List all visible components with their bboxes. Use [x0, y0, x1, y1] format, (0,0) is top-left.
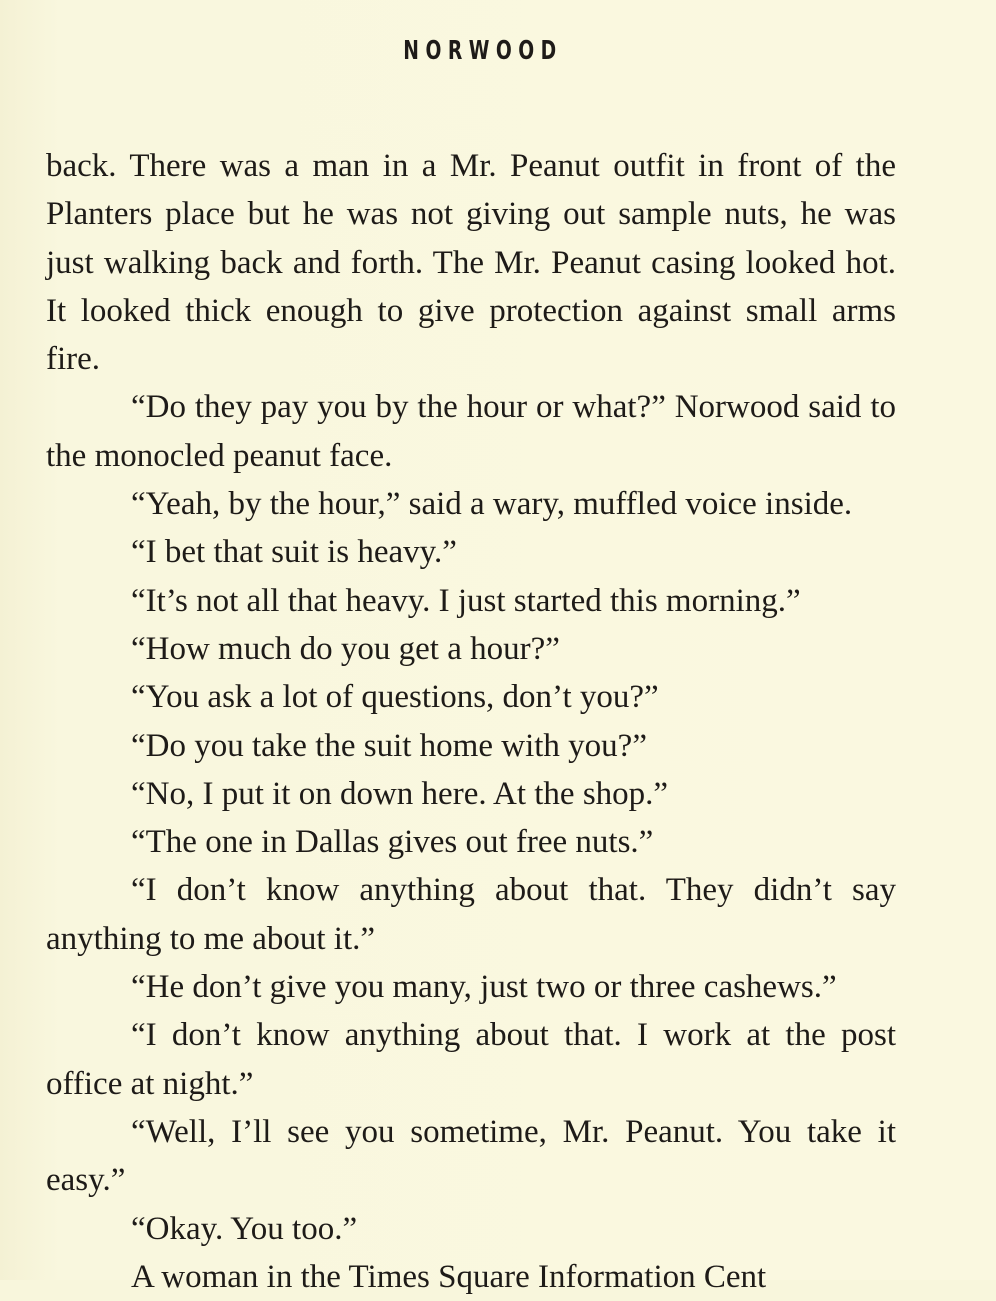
running-head: NORWOOD [403, 36, 563, 66]
paragraph: “Do they pay you by the hour or what?” Norwood said to the monocled peanut face. [46, 389, 896, 474]
paragraph-cut-off: A woman in the Times Square Information Cent [131, 1258, 767, 1295]
paragraph: “It’s not all that heavy. I just started this morning.” [131, 582, 801, 619]
paragraph: “I don’t know anything about that. They didn’t say anything to me about it.” [46, 872, 896, 957]
paragraph: “Well, I’ll see you sometime, Mr. Peanut. You take it easy.” [46, 1113, 896, 1199]
paragraph: “How much do you get a hour?” [131, 630, 560, 667]
paragraph: “The one in Dallas gives out free nuts.” [131, 824, 654, 861]
paragraph: back. There was a man in a Mr. Peanut outfit in front of the Planters place but he was not giving out sample nuts, he was just walking back and forth. The Mr. Peanut casing looked hot. It looked thick enough to give protection against small arms fire. [46, 148, 896, 378]
body-text [46, 142, 896, 1301]
paragraph: “Okay. You too.” [131, 1210, 358, 1247]
paragraph: “He don’t give you many, just two or three cashews.” [131, 969, 837, 1006]
paragraph: “You ask a lot of questions, don’t you?” [131, 679, 659, 716]
paragraph: “I don’t know anything about that. I work at the post office at night.” [46, 1017, 896, 1102]
paragraph: “No, I put it on down here. At the shop.” [131, 775, 669, 812]
paragraph: “Do you take the suit home with you?” [131, 727, 647, 764]
paragraph: “Yeah, by the hour,” said a wary, muffled voice inside. [131, 486, 853, 523]
paragraph: “I bet that suit is heavy.” [131, 534, 457, 571]
